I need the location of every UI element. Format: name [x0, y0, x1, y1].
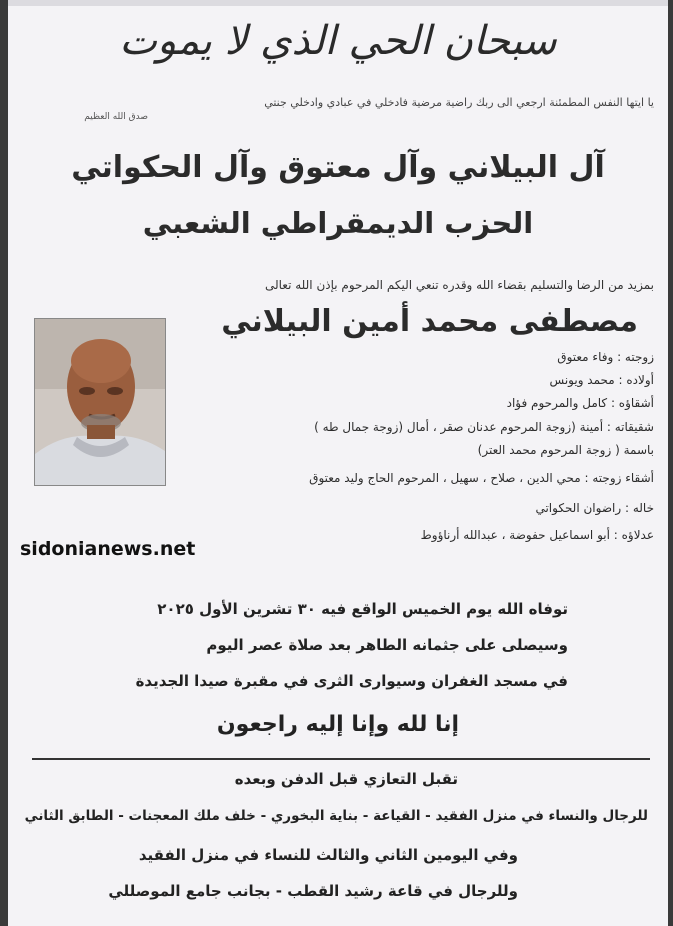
deceased-name: مصطفى محمد أمين البيلاني: [221, 304, 638, 339]
announcement-line: توفاه الله يوم الخميس الواقع فيه ٣٠ تشرين الأول ٢٠٢٥: [157, 600, 568, 618]
intro-text: بمزيد من الرضا والتسليم بقضاء الله وقدره تنعي اليكم المرحوم بإذن الله تعالى: [264, 278, 654, 292]
top-border: [8, 0, 668, 6]
relative-children: أولاده : محمد ويونس: [549, 373, 654, 387]
announcement-line: وسيصلى على جثمانه الطاهر بعد صلاة عصر اليوم: [206, 636, 568, 654]
relative-brothers: أشقاؤه : كامل والمرحوم فؤاد: [506, 396, 654, 410]
families-title: آل البيلاني وآل معتوق وآل الحكواتي: [71, 150, 605, 185]
quran-verse: يا ايتها النفس المطمئنة ارجعي الى ربك راضية مرضية فادخلي في عبادي وادخلي جنتي: [264, 96, 654, 109]
relative-sisters-cont: باسمة ( زوجة المرحوم محمد العتر): [477, 443, 654, 457]
condolences-line: وللرجال في قاعة رشيد القطب - بجانب جامع الموصللي: [108, 882, 518, 900]
divider: [32, 758, 650, 760]
closing-phrase: إنا لله وإنا إليه راجعون: [216, 712, 460, 737]
party-title: الحزب الديمقراطي الشعبي: [142, 206, 534, 240]
watermark: sidonianews.net: [20, 538, 196, 560]
relative-wife-brothers: أشقاء زوجته : محي الدين ، صلاح ، سهيل ، المرحوم الحاج وليد معتوق: [309, 471, 654, 485]
relative-sisters: شقيقاته : أمينة (زوجة المرحوم عدنان صقر ، أمال (زوجة جمال طه ): [314, 420, 654, 434]
condolences-heading: تقبل التعازي قبل الدفن وبعده: [234, 770, 458, 788]
announcement-line: في مسجد الغفران وسيوارى الثرى في مقبرة صيدا الجديدة: [135, 672, 568, 690]
portrait-icon: [35, 319, 165, 485]
condolences-line: وفي اليومين الثاني والثالث للنساء في منزل الفقيد: [138, 846, 518, 864]
relative-uncle: خاله : راضوان الحكواتي: [535, 501, 654, 515]
calligraphy-heading: سبحان الحي الذي لا يموت: [119, 18, 557, 64]
obituary-notice: [8, 0, 668, 926]
relative-in-laws: عدلاؤه : أبو اسماعيل حفوضة ، عبدالله أرناؤوط: [420, 528, 654, 542]
verse-closing: صدق الله العظيم: [84, 112, 148, 122]
condolences-line: للرجال والنساء في منزل الفقيد - القياعة - بناية البخوري - خلف ملك المعجنات - الطابق الثاني: [24, 808, 648, 824]
deceased-photo: [34, 318, 166, 486]
relative-wife: زوجته : وفاء معتوق: [557, 350, 654, 364]
